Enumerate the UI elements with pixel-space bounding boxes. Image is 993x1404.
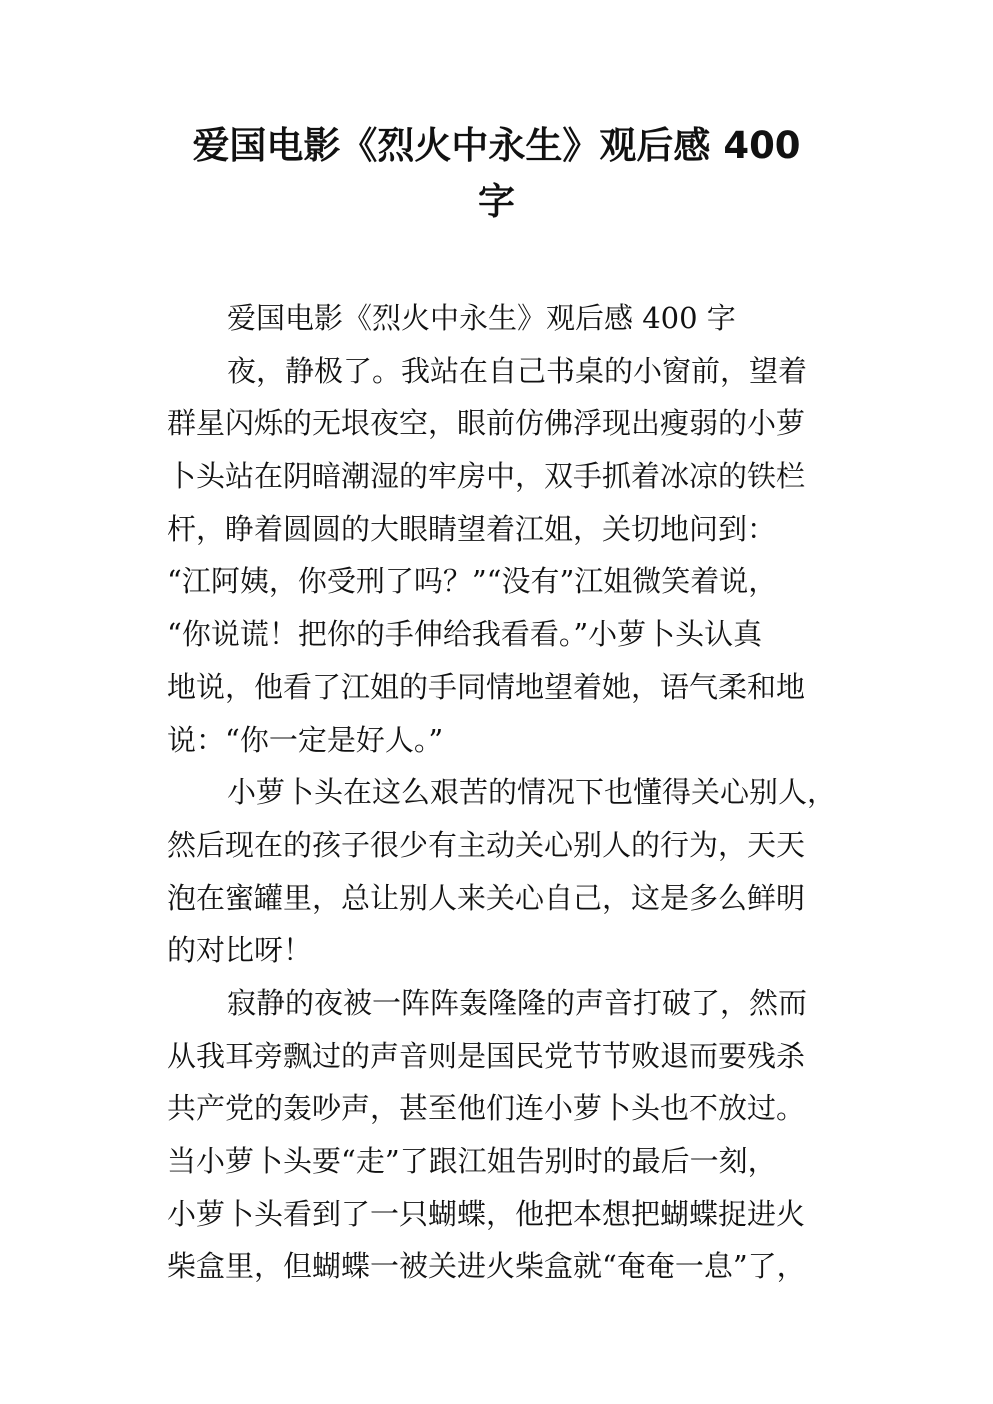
title-line-1: 爱国电影《烈火中永生》观后感 400 [192,124,801,167]
body-line: 从我耳旁飘过的声音则是国民党节节败退而要残杀 [167,1038,806,1073]
body-line: 寂静的夜被一阵阵轰隆隆的声音打破了，然而 [227,985,808,1020]
body-line: 当小萝卜头要“走”了跟江姐告别时的最后一刻， [167,1144,777,1178]
body-line: 杆，睁着圆圆的大眼睛望着江姐，关切地问到： [167,511,777,546]
body-line: 地说，他看了江姐的手同情地望着她，语气柔和地 [167,669,806,704]
document-body [167,292,839,1293]
body-line: 小萝卜头看到了一只蝴蝶，他把本想把蝴蝶捉进火 [167,1196,806,1231]
body-line: 共产党的轰吵声，甚至他们连小萝卜头也不放过。 [167,1091,806,1126]
document-title [150,118,843,230]
body-line: 爱国电影《烈火中永生》观后感 400 字 [227,301,736,335]
body-line: 卜头站在阴暗潮湿的牢房中，双手抓着冰凉的铁栏 [167,459,806,494]
body-line: 夜，静极了。我站在自己书桌的小窗前，望着 [227,353,808,388]
body-line: 群星闪烁的无垠夜空，眼前仿佛浮现出瘦弱的小萝 [167,406,806,441]
title-line-2: 字 [478,180,515,223]
body-line: 的对比呀！ [167,933,313,968]
body-line: 说：“你一定是好人。” [167,722,444,757]
body-line: 柴盒里，但蝴蝶一被关进火柴盒就“奄奄一息”了， [167,1249,806,1284]
body-line: “你说谎！把你的手伸给我看看。”小萝卜头认真 [167,617,763,652]
body-line: 然后现在的孩子很少有主动关心别人的行为，天天 [167,827,806,862]
body-line: 小萝卜头在这么艰苦的情况下也懂得关心别人， [227,775,837,810]
body-line: “江阿姨，你受刑了吗？”“没有”江姐微笑着说， [167,564,778,599]
body-line: 泡在蜜罐里，总让别人来关心自己，这是多么鲜明 [167,880,806,915]
